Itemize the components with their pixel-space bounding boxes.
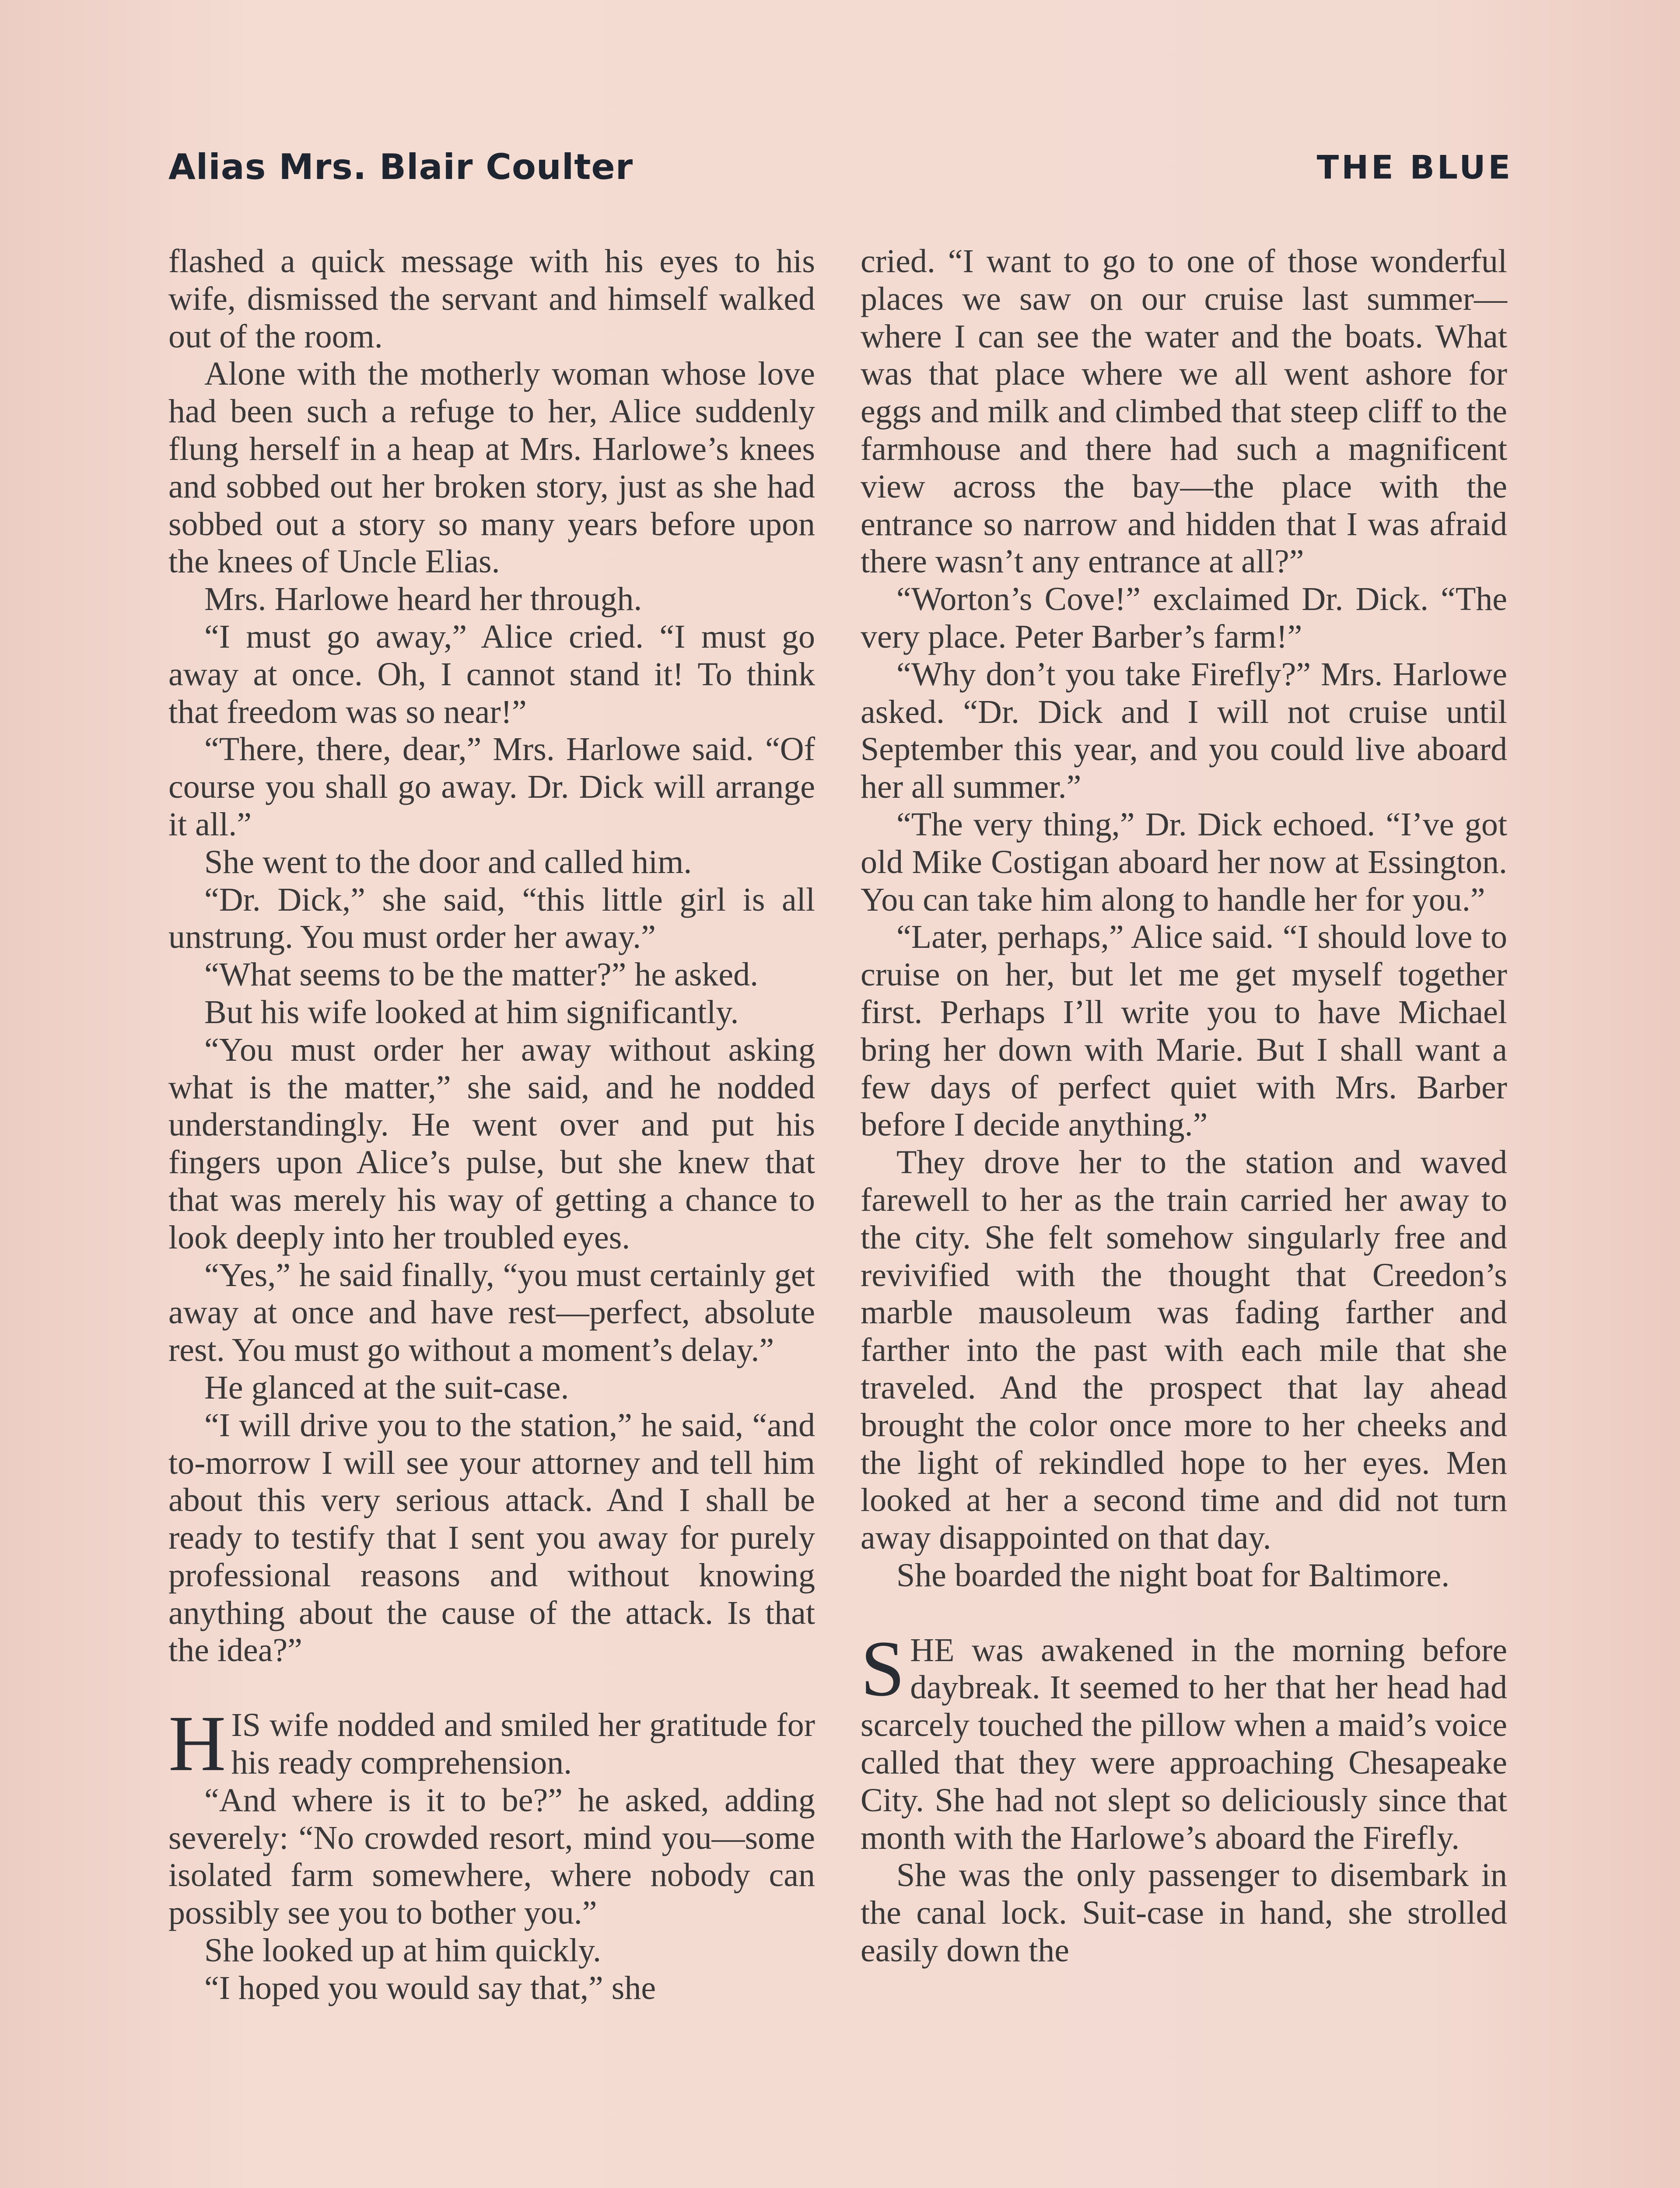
paragraph-text: “Worton’s Cove!” exclaimed Dr. Dick. “The very place. Peter Barber’s farm!” (861, 581, 1507, 655)
paragraph-text: “There, there, dear,” Mrs. Harlowe said. “Of course you shall go away. Dr. Dick will arrange it all.” (168, 731, 815, 843)
paragraph (861, 1624, 1507, 1857)
paragraph-text: “I must go away,” Alice cried. “I must go away at once. Oh, I cannot stand it! To think that freedom was so near!” (168, 618, 815, 730)
left-column (168, 243, 815, 2007)
paragraph (168, 844, 815, 881)
paragraph-text: But his wife looked at him significantly. (204, 993, 739, 1031)
paragraph-text: “I hoped you would say that,” she (204, 1969, 656, 2006)
paragraph (168, 1700, 815, 1788)
magazine-name: THE BLUE (1316, 149, 1513, 186)
paragraph (168, 881, 815, 957)
paragraph (861, 243, 1507, 581)
paragraph (168, 1407, 815, 1670)
paragraph (168, 618, 815, 731)
paragraph (168, 1031, 815, 1257)
paragraph (168, 243, 815, 355)
paragraph-text: She went to the door and called him. (204, 843, 692, 880)
story-title: Alias Mrs. Blair Coulter (168, 147, 634, 187)
paragraph-text: She was the only passenger to disembark in the canal lock. Suit-case in hand, she strolled easily down the (861, 1857, 1507, 1969)
drop-cap: H (168, 1700, 226, 1788)
paragraph-text: HE was awakened in the morning before daybreak. It seemed to her that her head had scarcely touched the pillow when a maid’s voice called that they were approaching Chesapeake City. She had not slept so deliciously since that month with the Harlowe’s aboard the Firefly. (861, 1631, 1507, 1856)
paragraph-text: “Why don’t you take Firefly?” Mrs. Harlowe asked. “Dr. Dick and I will not cruise until September this year, and you could live aboard her all summer.” (861, 656, 1507, 806)
paragraph-text: “Later, perhaps,” Alice said. “I should love to cruise on her, but let me get myself together first. Perhaps I’ll write you to have Michael bring her down with Marie. But I shall want a few days of perfect quiet with Mrs. Barber before I decide anything.” (861, 919, 1507, 1143)
paragraph (168, 1369, 815, 1407)
drop-cap: S (861, 1624, 905, 1713)
paragraph (168, 1932, 815, 1970)
paragraph-text: Alone with the motherly woman whose love had been such a refuge to her, Alice suddenly flung herself in a heap at Mrs. Harlowe’s knees and sobbed out her broken story, just as she had sobbed out a story so many years before upon the knees of Uncle Elias. (168, 355, 815, 580)
paragraph (861, 919, 1507, 1144)
paragraph (861, 581, 1507, 656)
paragraph-text: Mrs. Harlowe heard her through. (204, 581, 642, 618)
right-column (861, 243, 1507, 1970)
paragraph (861, 1557, 1507, 1595)
paragraph-text: He glanced at the suit-case. (204, 1369, 569, 1406)
paragraph (168, 581, 815, 618)
paragraph (168, 355, 815, 581)
paragraph (168, 1970, 815, 2007)
paragraph-text: They drove her to the station and waved farewell to her as the train carried her away to the city. She felt somehow singularly free and revivified with the thought that Creedon’s marble mausoleum was fading farther and farther into the past with each mile that she traveled. And the prospect that lay ahead brought the color once more to her cheeks and the light of rekindled hope to her eyes. Men looked at her a second time and did not turn away disappointed on that day. (861, 1144, 1507, 1557)
paragraph-text: She boarded the night boat for Baltimore. (896, 1557, 1450, 1594)
paragraph-text: “Yes,” he said finally, “you must certainly get away at once and have rest—perfect, absolute rest. You must go without a moment’s delay.” (168, 1256, 815, 1369)
paragraph (168, 994, 815, 1031)
paragraph-text: flashed a quick message with his eyes to his wife, dismissed the servant and himself walked out of the room. (168, 243, 815, 355)
paragraph-text: “The very thing,” Dr. Dick echoed. “I’ve got old Mike Costigan aboard her now at Essington. You can take him along to handle her for you.” (861, 806, 1507, 918)
paragraph (861, 806, 1507, 919)
paragraph (861, 1144, 1507, 1557)
paragraph-text: “You must order her away without asking what is the matter,” she said, and he nodded understandingly. He went over and put his fingers upon Alice’s pulse, but she knew that that was merely his way of getting a chance to look deeply into her troubled eyes. (168, 1031, 815, 1256)
paragraph (168, 956, 815, 994)
paragraph (168, 1782, 815, 1932)
paragraph (168, 731, 815, 843)
paragraph-text: cried. “I want to go to one of those wonderful places we saw on our cruise last summer—where I can see the water and the boats. What was that place where we all went ashore for eggs and milk and climbed that steep cliff to the farmhouse and there had such a magnificent view across the bay—the place with the entrance so narrow and hidden that I was afraid there wasn’t any entrance at all?” (861, 243, 1507, 580)
paragraph (861, 1857, 1507, 1969)
paragraph-text: IS wife nodded and smiled her gratitude for his ready comprehension. (231, 1707, 815, 1781)
paragraph-text: “And where is it to be?” he asked, adding severely: “No crowded resort, mind you—some isolated farm somewhere, where nobody can possibly see you to bother you.” (168, 1781, 815, 1932)
paragraph-text: “What seems to be the matter?” he asked. (204, 956, 759, 993)
paragraph (861, 656, 1507, 806)
paragraph-text: “I will drive you to the station,” he said, “and to-morrow I will see your attorney and tell him about this very serious attack. And I shall be ready to testify that I sent you away for purely professional reasons and without knowing anything about the cause of the attack. Is that the idea?” (168, 1406, 815, 1669)
paragraph-text: “Dr. Dick,” she said, “this little girl is all unstrung. You must order her away.” (168, 881, 815, 956)
paragraph (168, 1257, 815, 1369)
paragraph-text: She looked up at him quickly. (204, 1932, 601, 1969)
